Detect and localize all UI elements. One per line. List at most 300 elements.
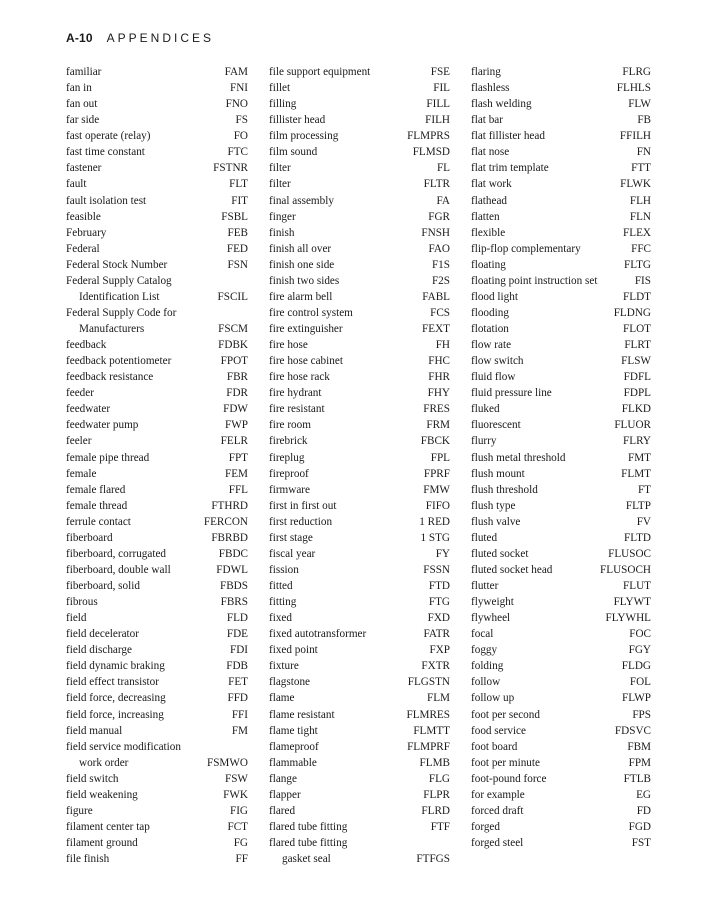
entry-abbreviation: FDPL — [623, 387, 651, 400]
entry-term — [471, 417, 610, 433]
entry-abbreviation: FLTP — [625, 499, 651, 512]
entry-abbreviation: FSTNR — [213, 162, 248, 175]
entry-term-line: fire hose rack — [269, 371, 330, 384]
glossary-entry — [269, 305, 450, 321]
entry-term-line: field — [66, 612, 87, 625]
glossary-entry — [471, 305, 651, 321]
entry-term — [269, 626, 419, 642]
entry-term — [471, 225, 619, 241]
entry-term — [471, 176, 616, 192]
entry-abbreviation: FLRT — [624, 339, 651, 352]
entry-term — [269, 289, 418, 305]
entry-abbreviation: FWK — [223, 788, 248, 801]
entry-term — [471, 514, 633, 530]
entry-term-line: flat bar — [471, 114, 503, 127]
entry-abbreviation: FLDNG — [613, 306, 651, 319]
entry-abbreviation: FLDG — [621, 660, 651, 673]
entry-abbreviation: FPS — [632, 708, 651, 721]
entry-abbreviation: FMT — [627, 451, 651, 464]
entry-term-line: flashless — [471, 82, 510, 95]
glossary-entry — [471, 482, 651, 498]
glossary-entry — [269, 369, 450, 385]
glossary-entry — [471, 803, 651, 819]
entry-abbreviation: FLEX — [623, 226, 651, 239]
entry-abbreviation: FERCON — [203, 515, 248, 528]
entry-abbreviation: FLMSD — [412, 146, 450, 159]
entry-term — [66, 530, 207, 546]
glossary-entry — [471, 642, 651, 658]
glossary-entry — [471, 144, 651, 160]
glossary-entry — [471, 433, 651, 449]
entry-abbreviation: FXTR — [421, 660, 450, 673]
entry-term — [269, 450, 427, 466]
entry-term-line: field switch — [66, 772, 119, 785]
entry-term-line: fiberboard — [66, 531, 113, 544]
entry-abbreviation: 1 STG — [420, 531, 450, 544]
entry-term — [471, 723, 611, 739]
entry-abbreviation: FBDS — [220, 580, 248, 592]
entry-term-line: flagstone — [269, 676, 311, 689]
entry-term-line: for example — [471, 788, 525, 801]
entry-term — [66, 851, 232, 867]
glossary-entry — [66, 787, 248, 803]
glossary-entry — [471, 755, 651, 771]
section-title: APPENDICES — [106, 31, 215, 45]
entry-term-line: fire hose cabinet — [269, 355, 343, 368]
glossary-entry — [269, 128, 450, 144]
entry-abbreviation: FBRBD — [211, 531, 248, 544]
entry-term-line: foot per second — [471, 708, 540, 721]
entry-abbreviation: FDW — [223, 403, 248, 416]
glossary-entry — [269, 514, 450, 530]
glossary-column-1 — [66, 64, 248, 867]
entry-term-line: foggy — [471, 644, 498, 657]
entry-term — [269, 241, 424, 257]
glossary-entry — [269, 739, 450, 755]
entry-term — [471, 385, 620, 401]
entry-abbreviation: FPOT — [220, 355, 248, 368]
entry-term — [66, 546, 215, 562]
entry-term — [66, 658, 222, 674]
entry-term — [66, 514, 200, 530]
entry-term — [471, 787, 632, 803]
glossary-entry — [471, 514, 651, 530]
entry-term-line: fiberboard, double wall — [66, 563, 171, 576]
glossary-entry — [66, 209, 248, 225]
entry-term-line: flathead — [471, 194, 508, 207]
entry-term-line: forced draft — [471, 804, 524, 817]
glossary-entry — [66, 803, 248, 819]
entry-abbreviation: FDFL — [623, 371, 651, 384]
glossary-entry — [66, 257, 248, 273]
entry-term — [66, 498, 207, 514]
glossary-entry — [66, 450, 248, 466]
entry-term-line: flaring — [471, 66, 501, 78]
glossary-entry — [269, 594, 450, 610]
entry-abbreviation: FLTD — [624, 531, 651, 544]
glossary-entry — [269, 289, 450, 305]
glossary-entry — [269, 803, 450, 819]
glossary-entry — [269, 787, 450, 803]
glossary-entry — [471, 289, 651, 305]
glossary-entry — [66, 707, 248, 723]
entry-term-line: firebrick — [269, 435, 308, 448]
entry-abbreviation: FLUT — [623, 580, 651, 592]
entry-term — [66, 594, 217, 610]
entry-term — [471, 739, 623, 755]
entry-abbreviation: FLUSOCH — [600, 563, 651, 576]
entry-term — [471, 337, 620, 353]
entry-abbreviation: FLN — [629, 210, 651, 223]
entry-term — [471, 450, 624, 466]
entry-term — [471, 80, 613, 96]
glossary-entry — [269, 385, 450, 401]
glossary-entry — [66, 626, 248, 642]
entry-term-line: flooding — [471, 306, 509, 319]
glossary-entry — [269, 96, 450, 112]
entry-term — [66, 305, 214, 337]
entry-term — [66, 401, 219, 417]
entry-term — [269, 385, 424, 401]
entry-term-line: film sound — [269, 146, 318, 159]
entry-term-line: foot board — [471, 740, 518, 753]
glossary-entry — [269, 337, 450, 353]
entry-abbreviation: FIT — [231, 194, 248, 207]
entry-term — [471, 112, 633, 128]
entry-term — [66, 723, 228, 739]
glossary-entry — [66, 176, 248, 192]
entry-abbreviation: FTD — [428, 580, 450, 592]
glossary-entry — [66, 337, 248, 353]
entry-abbreviation: FLW — [628, 98, 651, 111]
entry-term-line: forged steel — [471, 837, 524, 849]
entry-abbreviation: FLSW — [621, 355, 651, 368]
entry-term-line: fire extinguisher — [269, 323, 343, 335]
entry-term-line: feeler — [66, 435, 92, 448]
entry-term-line: forged — [471, 820, 500, 833]
entry-abbreviation: FED — [226, 242, 248, 255]
entry-term-line: foot per minute — [471, 756, 540, 769]
entry-term — [471, 690, 618, 706]
entry-term-line: fastener — [66, 162, 102, 175]
entry-term-line: fixed autotransformer — [269, 628, 367, 641]
entry-term — [66, 835, 230, 851]
entry-term-line: fixture — [269, 660, 299, 673]
entry-term — [269, 690, 423, 706]
entry-term-line: flush valve — [471, 515, 521, 528]
entry-term-line: fibrous — [66, 596, 98, 609]
entry-term — [269, 787, 419, 803]
entry-term-continuation: Identification List — [79, 290, 160, 303]
entry-abbreviation: FLMB — [419, 756, 450, 769]
glossary-entry — [66, 851, 248, 867]
glossary-entry — [471, 498, 651, 514]
entry-term-line: feedwater pump — [66, 419, 139, 432]
glossary-entry — [471, 578, 651, 594]
entry-term-line: fan in — [66, 82, 92, 95]
glossary-entry — [269, 578, 450, 594]
entry-abbreviation: FAM — [224, 66, 248, 78]
entry-abbreviation: FBM — [627, 740, 651, 753]
entry-term — [471, 144, 633, 160]
entry-term-line: finish one side — [269, 258, 335, 271]
entry-term — [269, 160, 433, 176]
entry-abbreviation: FLMPRF — [407, 740, 450, 753]
entry-term — [471, 530, 620, 546]
glossary-entry — [471, 80, 651, 96]
entry-term — [471, 128, 616, 144]
entry-term — [471, 353, 617, 369]
glossary-entry — [66, 594, 248, 610]
glossary-entry — [471, 723, 651, 739]
entry-abbreviation: FG — [233, 837, 248, 849]
entry-term — [66, 690, 223, 706]
entry-term — [471, 257, 620, 273]
entry-term — [471, 594, 610, 610]
entry-abbreviation: FTT — [631, 162, 651, 175]
glossary-entry — [269, 450, 450, 466]
glossary-entry — [66, 562, 248, 578]
entry-term — [471, 626, 625, 642]
entry-abbreviation: FIFO — [425, 499, 450, 512]
glossary-entry — [471, 128, 651, 144]
glossary-entry — [269, 64, 450, 80]
glossary-entry — [471, 530, 651, 546]
glossary-entry — [471, 835, 651, 851]
glossary-entry — [66, 674, 248, 690]
glossary-entry — [269, 466, 450, 482]
entry-term-line: food service — [471, 724, 526, 737]
entry-term — [66, 739, 203, 771]
entry-term-line: fire control system — [269, 306, 353, 319]
glossary-entry — [66, 771, 248, 787]
glossary-entry — [66, 658, 248, 674]
entry-abbreviation: FHY — [427, 387, 450, 400]
glossary-entry — [471, 321, 651, 337]
glossary-entry — [269, 257, 450, 273]
entry-term — [269, 530, 416, 546]
entry-term-line: female thread — [66, 499, 128, 512]
glossary-entry — [66, 835, 248, 851]
entry-term-line: fluted socket — [471, 547, 529, 560]
entry-abbreviation: FCS — [430, 306, 450, 319]
entry-abbreviation: FATR — [423, 628, 450, 641]
entry-term — [269, 369, 424, 385]
glossary-entry — [269, 546, 450, 562]
entry-term-line: flywheel — [471, 612, 511, 625]
entry-term — [269, 176, 420, 192]
entry-term-line: February — [66, 226, 107, 239]
entry-term-line: flared tube fitting — [269, 837, 348, 849]
glossary-entry — [66, 466, 248, 482]
entry-abbreviation: FLDT — [623, 290, 651, 303]
glossary-entry — [269, 433, 450, 449]
entry-term — [66, 160, 209, 176]
glossary-entry — [66, 225, 248, 241]
glossary-entry — [66, 401, 248, 417]
entry-abbreviation: FLUOR — [614, 419, 651, 432]
glossary-entry — [471, 626, 651, 642]
entry-abbreviation: FTLB — [623, 772, 651, 785]
glossary-entry — [269, 562, 450, 578]
entry-term — [66, 626, 223, 642]
entry-term-line: flash welding — [471, 98, 532, 111]
glossary-entry — [269, 225, 450, 241]
entry-term — [471, 241, 627, 257]
entry-term-line: fiberboard, corrugated — [66, 547, 167, 560]
entry-term-line: flood light — [471, 290, 518, 303]
entry-term-line: flush mount — [471, 467, 525, 480]
entry-term — [471, 658, 618, 674]
entry-term — [269, 337, 432, 353]
entry-abbreviation: FNSH — [421, 226, 450, 239]
glossary-entry — [66, 128, 248, 144]
glossary-entry — [269, 723, 450, 739]
glossary-entry — [66, 433, 248, 449]
glossary-entry — [66, 530, 248, 546]
entry-abbreviation: FLPR — [423, 788, 450, 801]
entry-term — [471, 273, 631, 289]
entry-term-line: field force, increasing — [66, 708, 164, 721]
entry-term — [66, 144, 223, 160]
entry-abbreviation: FBDC — [218, 547, 248, 560]
entry-term — [269, 305, 426, 321]
entry-term — [66, 385, 222, 401]
entry-term-line: first stage — [269, 531, 313, 544]
entry-term-line: fission — [269, 563, 299, 576]
entry-term-line: file finish — [66, 853, 110, 866]
entry-abbreviation: FEB — [227, 226, 248, 239]
entry-term-line: first in first out — [269, 499, 337, 512]
entry-abbreviation: FSSN — [423, 563, 450, 576]
glossary-entry — [269, 755, 450, 771]
glossary-entry — [66, 642, 248, 658]
glossary-entry — [269, 674, 450, 690]
entry-term — [66, 273, 214, 305]
glossary-entry — [471, 594, 651, 610]
entry-term-line: field service modification — [66, 740, 181, 753]
entry-term-line: fast operate (relay) — [66, 130, 151, 143]
entry-term — [66, 176, 225, 192]
entry-term — [66, 819, 223, 835]
entry-abbreviation: F2S — [431, 274, 450, 287]
entry-abbreviation: FFD — [227, 692, 248, 705]
entry-term — [269, 498, 422, 514]
glossary-entry — [66, 385, 248, 401]
glossary-entry — [471, 450, 651, 466]
entry-term — [471, 96, 624, 112]
entry-term-line: field decelerator — [66, 628, 139, 641]
entry-term-line: flyweight — [471, 596, 514, 609]
glossary-entry — [66, 498, 248, 514]
entry-term-line: fixed — [269, 612, 292, 625]
entry-term — [269, 771, 425, 787]
glossary-entry — [471, 96, 651, 112]
entry-term — [471, 578, 619, 594]
glossary-entry — [269, 209, 450, 225]
entry-term — [66, 674, 224, 690]
entry-abbreviation: FST — [631, 837, 651, 849]
glossary-entry — [66, 723, 248, 739]
entry-abbreviation: FBCK — [420, 435, 450, 448]
entry-term-line: field discharge — [66, 644, 132, 657]
entry-term-line: fiscal year — [269, 547, 316, 560]
entry-abbreviation: FV — [636, 515, 651, 528]
glossary-entry — [269, 482, 450, 498]
entry-term-line: fault isolation test — [66, 194, 147, 207]
entry-term-line: flow switch — [471, 355, 524, 368]
entry-term — [66, 241, 223, 257]
entry-term-line: feedback — [66, 339, 107, 352]
glossary-entry — [66, 417, 248, 433]
glossary-entry — [269, 642, 450, 658]
entry-term-line: fluted socket head — [471, 563, 553, 576]
glossary-entry — [471, 610, 651, 626]
entry-term — [66, 369, 223, 385]
page-header — [66, 31, 214, 45]
entry-abbreviation: FLH — [629, 194, 651, 207]
entry-term-line: field manual — [66, 724, 123, 737]
glossary-entry — [471, 353, 651, 369]
entry-abbreviation: FS — [235, 114, 248, 127]
entry-abbreviation: FSE — [430, 66, 450, 78]
entry-abbreviation: FA — [436, 194, 450, 207]
entry-term — [471, 803, 633, 819]
glossary-entry — [269, 176, 450, 192]
glossary-entry — [269, 144, 450, 160]
glossary-entry — [269, 498, 450, 514]
entry-abbreviation: FNI — [229, 82, 248, 95]
entry-term — [269, 578, 425, 594]
entry-abbreviation: FLYWT — [613, 596, 651, 609]
entry-abbreviation: FDI — [229, 644, 248, 657]
entry-abbreviation: FLT — [229, 178, 248, 191]
glossary-entry — [471, 819, 651, 835]
glossary-entry — [471, 176, 651, 192]
entry-term — [269, 417, 422, 433]
glossary-entry — [66, 112, 248, 128]
entry-abbreviation: FLUSOC — [608, 547, 651, 560]
entry-term-line: Federal Stock Number — [66, 258, 168, 271]
entry-abbreviation: FPL — [430, 451, 450, 464]
glossary-entry — [471, 112, 651, 128]
entry-term — [66, 642, 226, 658]
entry-term-line: flip-flop complementary — [471, 242, 581, 255]
entry-term — [471, 64, 618, 80]
entry-term — [269, 225, 417, 241]
entry-term — [471, 707, 628, 723]
entry-term — [269, 193, 433, 209]
entry-term-line: flat trim template — [471, 162, 549, 175]
entry-term — [269, 353, 424, 369]
entry-term-line: feeder — [66, 387, 94, 400]
entry-abbreviation: FDR — [226, 387, 248, 400]
glossary-entry — [269, 610, 450, 626]
entry-term-line: foot-pound force — [471, 772, 547, 785]
glossary-entry — [471, 193, 651, 209]
glossary-entry — [269, 80, 450, 96]
entry-term — [269, 739, 403, 755]
entry-term — [66, 353, 217, 369]
entry-abbreviation: FD — [636, 804, 651, 817]
glossary-entry — [66, 482, 248, 498]
entry-term-line: female — [66, 467, 97, 480]
entry-abbreviation: FT — [637, 483, 651, 496]
entry-term-line: feedback potentiometer — [66, 355, 172, 368]
entry-term-line: Federal Supply Catalog — [66, 274, 172, 287]
entry-abbreviation: FGY — [628, 644, 651, 657]
glossary-entry — [66, 578, 248, 594]
